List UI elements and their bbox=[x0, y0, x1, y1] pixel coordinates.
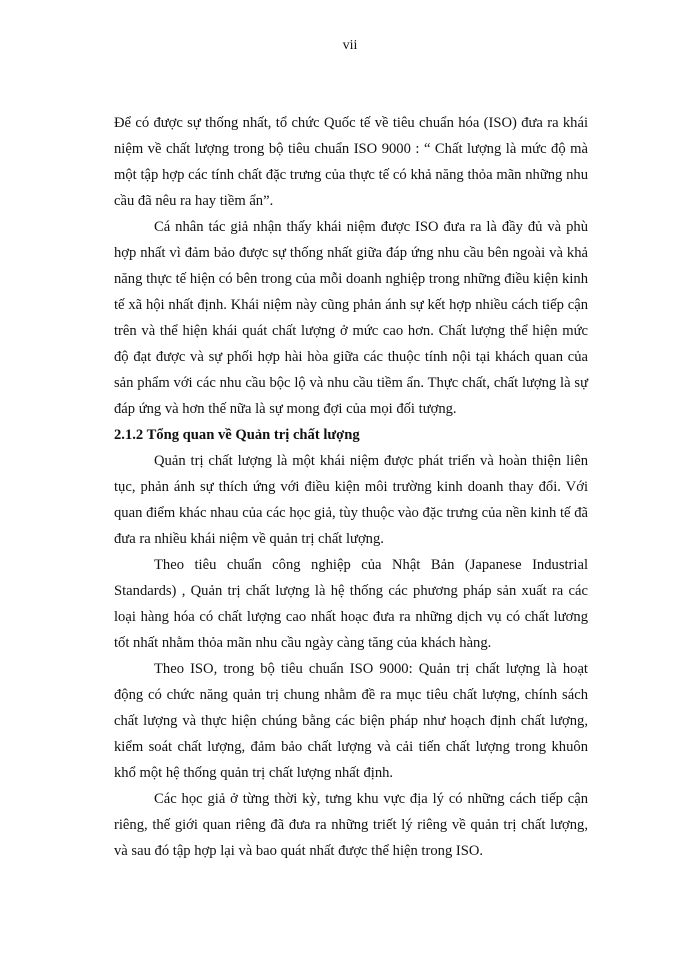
document-body bbox=[114, 110, 588, 864]
page-number: vii bbox=[342, 38, 358, 53]
paragraph-scholars: Các học giả ở từng thời kỳ, tưng khu vực địa lý có những cách tiếp cận riêng, thế giới quan riêng đã đưa ra những triết lý riêng về quản trị chất lượng, và sau đó tập hợp lại và bao quát nhất được thể hiện trong ISO. bbox=[114, 791, 588, 859]
paragraph-japanese-standards: Theo tiêu chuẩn công nghiệp của Nhật Bản (Japanese Industrial Standards) , Quản trị chất lượng là hệ thống các phương pháp sản xuất ra các loại hàng hóa có chất lượng cao nhất hoạc đưa ra những dịch vụ có chất lương tốt nhất nhằm thỏa mãn nhu cầu ngày càng tăng của khách hàng. bbox=[114, 557, 588, 651]
paragraph-iso-definition: Để có được sự thống nhất, tổ chức Quốc tế về tiêu chuẩn hóa (ISO) đưa ra khái niệm về chất lượng trong bộ tiêu chuẩn ISO 9000 : “ Chất lượng là mức độ mà một tập hợp các tính chất đặc trưng của thực tế có khả năng thỏa mãn những nhu cầu đã nêu ra hay tiềm ẩn”. bbox=[114, 115, 588, 209]
section-heading: 2.1.2 Tổng quan về Quản trị chất lượng bbox=[114, 427, 360, 443]
paragraph-iso-9000: Theo ISO, trong bộ tiêu chuẩn ISO 9000: Quản trị chất lượng là hoạt động có chức năng quản trị chung nhằm đề ra mục tiêu chất lượng, chính sách chất lượng và thực hiện chúng bằng các biện pháp như hoạch định chất lượng, kiểm soát chất lượng, đảm bảo chất lượng và cải tiến chất lượng trong khuôn khổ một hệ thống quản trị chất lượng nhất định. bbox=[114, 661, 588, 781]
paragraph-quality-management-overview: Quản trị chất lượng là một khái niệm được phát triển và hoàn thiện liên tục, phản ánh sự thích ứng với điều kiện môi trường kinh doanh thay đổi. Với quan điểm khác nhau của các học giả, tùy thuộc vào đặc trưng của nền kinh tế đã đưa ra nhiều khái niệm về quản trị chất lượng. bbox=[114, 453, 588, 547]
paragraph-author-view: Cá nhân tác giả nhận thấy khái niệm được ISO đưa ra là đầy đủ và phù hợp nhất vì đảm bảo được sự thống nhất giữa đáp ứng nhu cầu bên ngoài và khả năng thực tế hiện có bên trong của mỗi doanh nghiệp trong những điều kiện kinh tế xã hội nhất định. Khái niệm này cũng phản ánh sự kết hợp nhiều cách tiếp cận trên và thể hiện khái quát chất lượng ở mức cao hơn. Chất lượng thể hiện mức độ đạt được và sự phối hợp hài hòa giữa các thuộc tính nội tại khách quan của sản phẩm với các nhu cầu bộc lộ và nhu cầu tiềm ẩn. Thực chất, chất lượng là sự đáp ứng và hơn thế nữa là sự mong đợi của mọi đối tượng. bbox=[114, 219, 588, 417]
